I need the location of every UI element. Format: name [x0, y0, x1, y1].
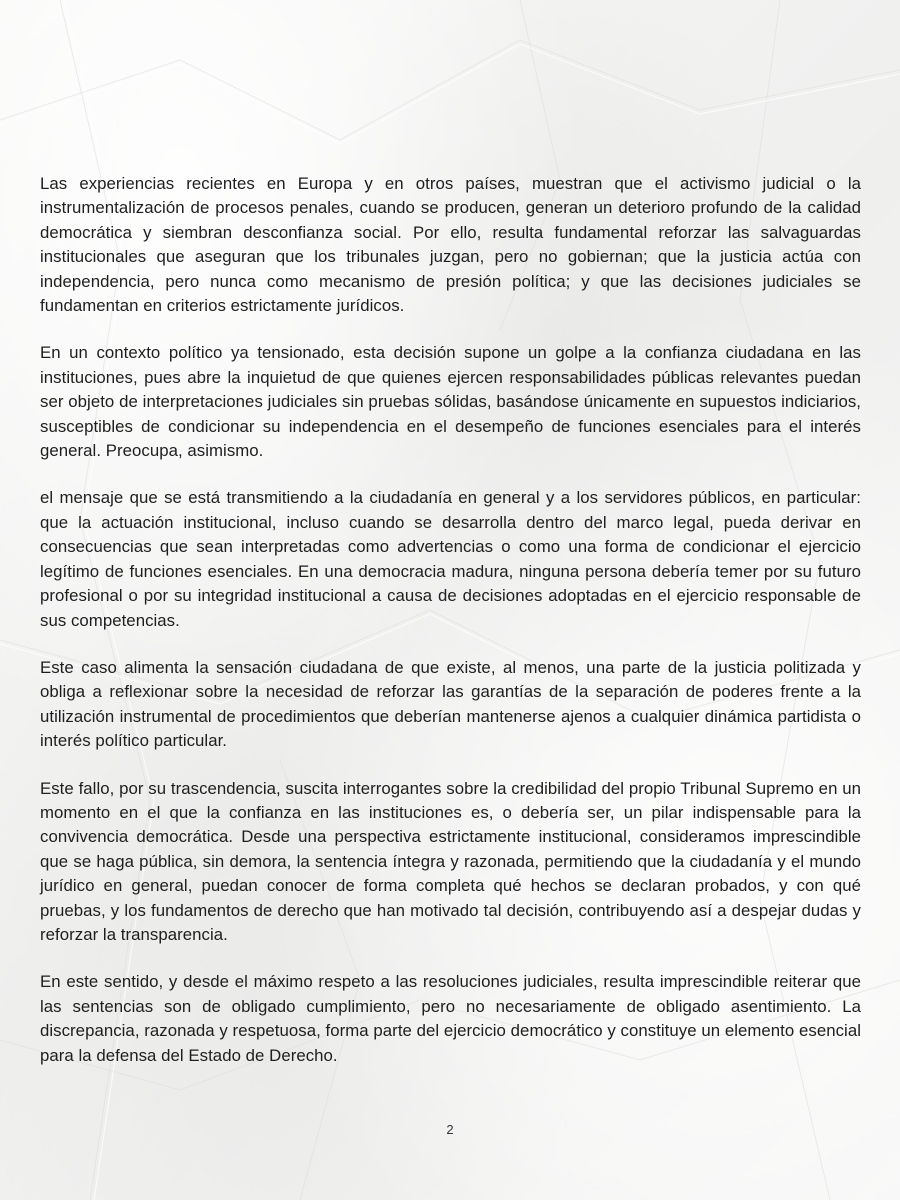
document-body: [40, 172, 861, 1091]
paragraph-2: En un contexto político ya tensionado, esta decisión supone un golpe a la confianza ciudadana en las instituciones, pues abre la inquietud de que quienes ejercen responsabilidades públicas relevantes puedan ser objeto de interpretaciones judiciales sin pruebas sólidas, basándose únicamente en supuestos indiciarios, susceptibles de condicionar su independencia en el desempeño de funciones esenciales para el interés general. Preocupa, asimismo.: [40, 343, 861, 461]
paragraph-6: En este sentido, y desde el máximo respeto a las resoluciones judiciales, resulta imprescindible reiterar que las sentencias son de obligado cumplimiento, pero no necesariamente de obligado asentimiento. La discrepancia, razonada y respetuosa, forma parte del ejercicio democrático y constituye un elemento esencial para la defensa del Estado de Derecho.: [40, 972, 861, 1065]
paragraph-4: Este caso alimenta la sensación ciudadana de que existe, al menos, una parte de la justicia politizada y obliga a reflexionar sobre la necesidad de reforzar las garantías de la separación de poderes frente a la utilización instrumental de procedimientos que deberían mantenerse ajenos a cualquier dinámica partidista o interés político particular.: [40, 657, 861, 751]
paragraph-5: Este fallo, por su trascendencia, suscita interrogantes sobre la credibilidad del propio Tribunal Supremo en un momento en el que la confianza en las instituciones es, o debería ser, un pilar indispensable para la convivencia democrática. Desde una perspectiva estrictamente institucional, consideramos imprescindible que se haga pública, sin demora, la sentencia íntegra y razonada, permitiendo que la ciudadanía y el mundo jurídico en general, puedan conocer de forma completa qué hechos se declaran probados, y con qué pruebas, y los fundamentos de derecho que han motivado tal decisión, contribuyendo así a despejar dudas y reforzar la transparencia.: [40, 778, 861, 944]
paragraph-3: el mensaje que se está transmitiendo a la ciudadanía en general y a los servidores públicos, en particular: que la actuación institucional, incluso cuando se desarrolla dentro del marco legal, pueda derivar en consecuencias que sean interpretadas como advertencias o como una forma de condicionar el ejercicio legítimo de funciones esenciales. En una democracia madura, ninguna persona debería temer por su futuro profesional o por su integridad institucional a causa de decisiones adoptadas en el ejercicio responsable de sus competencias.: [40, 488, 861, 630]
page-number: 2: [446, 1122, 454, 1137]
paragraph-1: Las experiencias recientes en Europa y en otros países, muestran que el activismo judicial o la instrumentalización de procesos penales, cuando se producen, generan un deterioro profundo de la calidad democrática y siembran desconfianza social. Por ello, resulta fundamental reforzar las salvaguardas institucionales que aseguran que los tribunales juzgan, pero no gobiernan; que la justicia actúa con independencia, pero nunca como mecanismo de presión política; y que las decisiones judiciales se fundamentan en criterios estrictamente jurídicos.: [40, 174, 861, 316]
